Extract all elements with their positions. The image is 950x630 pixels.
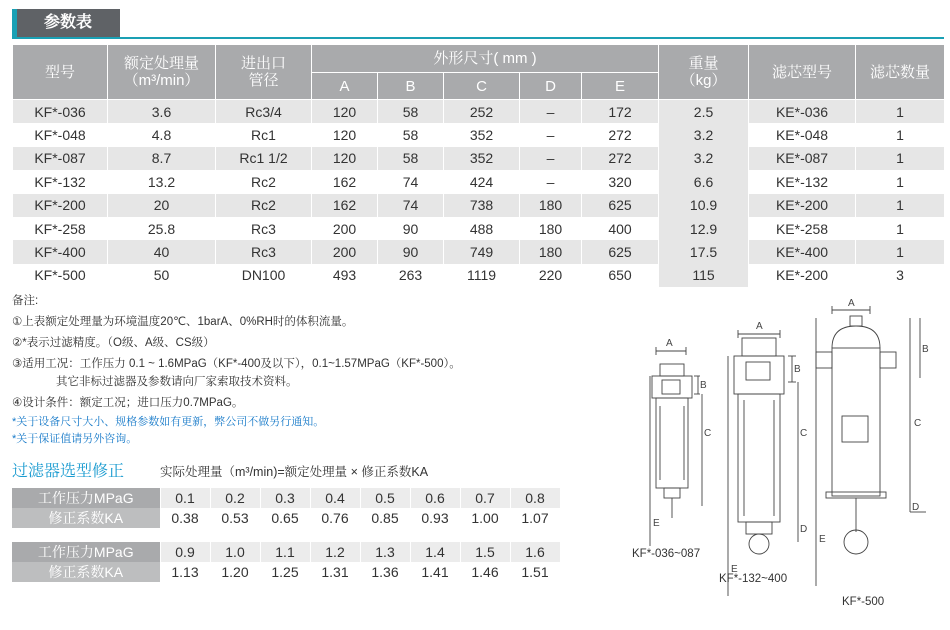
pressure-value: 0.6 (410, 488, 460, 508)
cell-b: 74 (378, 194, 444, 217)
cell-model: KF*-400 (13, 240, 108, 263)
cell-a: 162 (312, 170, 378, 193)
cell-b: 58 (378, 100, 444, 124)
table-row (13, 217, 945, 240)
header-dim-e: E (582, 73, 659, 100)
drawing-caption-1: KF*-036~087 (632, 548, 701, 560)
cell-e: 625 (582, 194, 659, 217)
cell-c: 488 (444, 217, 520, 240)
dim-label-c: C (800, 428, 808, 439)
cell-model: KF*-132 (13, 170, 108, 193)
drawing-small-filter (650, 347, 702, 546)
cell-port: Rc3 (216, 217, 312, 240)
cell-element: KE*-400 (749, 240, 856, 263)
cell-model: KF*-036 (13, 100, 108, 124)
cell-e: 272 (582, 147, 659, 170)
note-2: ②*表示过滤精度。（O级、A级、CS级） (12, 337, 215, 349)
cell-count: 1 (856, 123, 945, 146)
cell-port: Rc3 (216, 240, 312, 263)
cell-c: 1119 (444, 264, 520, 287)
factor-value: 1.00 (460, 508, 510, 528)
note-3: ③适用工况：工作压力 0.1 ~ 1.6MPaG（KF*-400及以下），0.1~1.57MPaG（KF*-500）。 (12, 358, 461, 370)
cell-c: 352 (444, 123, 520, 146)
pressure-value: 0.7 (460, 488, 510, 508)
notice-update: *关于设备尺寸大小、规格参数如有更新，弊公司不做另行通知。 (12, 416, 325, 428)
header-dim-d: D (520, 73, 582, 100)
cell-element: KE*-200 (749, 194, 856, 217)
cell-c: 749 (444, 240, 520, 263)
drawing-large-filter (816, 306, 926, 586)
factor-value: 0.76 (310, 508, 360, 528)
cell-d: – (520, 170, 582, 193)
cell-weight: 115 (659, 264, 749, 287)
header-count: 滤芯数量 (856, 45, 945, 100)
cell-b: 90 (378, 240, 444, 263)
cell-model: KF*-048 (13, 123, 108, 146)
cell-flow: 13.2 (108, 170, 216, 193)
cell-element: KE*-087 (749, 147, 856, 170)
cell-e: 650 (582, 264, 659, 287)
table-row (13, 170, 945, 193)
cell-c: 352 (444, 147, 520, 170)
note-3-continued: 其它非标过滤器及参数请向厂家索取技术资料。 (56, 376, 298, 388)
drawing-caption-3: KF*-500 (842, 596, 885, 608)
dim-label-d: D (800, 524, 808, 535)
cell-count: 1 (856, 217, 945, 240)
factor-value: 0.38 (160, 508, 210, 528)
cell-b: 263 (378, 264, 444, 287)
dim-label-e: E (819, 534, 826, 545)
cell-flow: 25.8 (108, 217, 216, 240)
cell-a: 120 (312, 123, 378, 146)
dim-label-c: C (914, 418, 922, 429)
cell-flow: 3.6 (108, 100, 216, 124)
note-4: ④设计条件：额定工况；进口压力0.7MPaG。 (12, 397, 244, 409)
dim-label-a: A (848, 298, 855, 309)
cell-b: 90 (378, 217, 444, 240)
cell-a: 162 (312, 194, 378, 217)
drawing-medium-filter (728, 330, 798, 596)
pressure-value: 1.1 (260, 542, 310, 562)
factor-value: 1.31 (310, 562, 360, 582)
selection-formula: 实际处理量（m³/min)=额定处理量 × 修正系数KA (160, 465, 429, 479)
pressure-value: 1.4 (410, 542, 460, 562)
cell-a: 200 (312, 240, 378, 263)
pressure-label: 工作压力MPaG (12, 488, 160, 508)
cell-a: 200 (312, 217, 378, 240)
header-dim-c: C (444, 73, 520, 100)
cell-port: Rc2 (216, 170, 312, 193)
dim-label-e: E (731, 564, 738, 575)
cell-d: 180 (520, 240, 582, 263)
cell-element: KE*-048 (749, 123, 856, 146)
header-dim-a: A (312, 73, 378, 100)
cell-model: KF*-200 (13, 194, 108, 217)
cell-count: 3 (856, 264, 945, 287)
spec-table (12, 44, 945, 287)
cell-a: 493 (312, 264, 378, 287)
factor-label: 修正系数KA (12, 508, 160, 528)
cell-d: – (520, 147, 582, 170)
pressure-value: 1.2 (310, 542, 360, 562)
cell-d: – (520, 123, 582, 146)
cell-element: KE*-258 (749, 217, 856, 240)
section-title-accent (12, 9, 17, 37)
cell-d: – (520, 100, 582, 124)
factor-value: 1.51 (510, 562, 560, 582)
pressure-value: 0.9 (160, 542, 210, 562)
note-1: ①上表额定处理量为环境温度20℃、1barA、0%RH时的体积流量。 (12, 316, 354, 328)
factor-value: 0.85 (360, 508, 410, 528)
cell-count: 1 (856, 147, 945, 170)
cell-port: DN100 (216, 264, 312, 287)
cell-d: 180 (520, 194, 582, 217)
cell-port: Rc1 1/2 (216, 147, 312, 170)
cell-flow: 40 (108, 240, 216, 263)
cell-b: 58 (378, 123, 444, 146)
cell-b: 74 (378, 170, 444, 193)
cell-model: KF*-500 (13, 264, 108, 287)
header-dimensions: 外形尺寸( mm ) (312, 45, 659, 73)
header-port: 进出口 管径 (216, 45, 312, 100)
header-weight: 重量 （kg） (659, 45, 749, 100)
pressure-value: 0.5 (360, 488, 410, 508)
cell-d: 220 (520, 264, 582, 287)
cell-element: KE*-132 (749, 170, 856, 193)
cell-e: 172 (582, 100, 659, 124)
cell-element: KE*-200 (749, 264, 856, 287)
cell-a: 120 (312, 100, 378, 124)
pressure-value: 1.0 (210, 542, 260, 562)
cell-weight: 12.9 (659, 217, 749, 240)
cell-e: 625 (582, 240, 659, 263)
dim-label-e: E (653, 518, 660, 529)
selection-title: 过滤器选型修正 (12, 463, 125, 480)
dim-label-d: D (912, 502, 920, 513)
pressure-value: 0.8 (510, 488, 560, 508)
pressure-value: 0.4 (310, 488, 360, 508)
header-dim-b: B (378, 73, 444, 100)
cell-port: Rc3/4 (216, 100, 312, 124)
table-row (13, 147, 945, 170)
table-row (13, 194, 945, 217)
cell-model: KF*-087 (13, 147, 108, 170)
cell-weight: 3.2 (659, 147, 749, 170)
cell-port: Rc1 (216, 123, 312, 146)
cell-b: 58 (378, 147, 444, 170)
cell-c: 424 (444, 170, 520, 193)
header-flow: 额定处理量 （m³/min） (108, 45, 216, 100)
section-divider (12, 37, 944, 39)
dim-label-b: B (922, 344, 929, 355)
notes-title: 备注: (12, 295, 39, 307)
pressure-label: 工作压力MPaG (12, 542, 160, 562)
pressure-value: 0.1 (160, 488, 210, 508)
dim-label-c: C (704, 428, 712, 439)
pressure-value: 1.5 (460, 542, 510, 562)
cell-flow: 20 (108, 194, 216, 217)
cell-e: 320 (582, 170, 659, 193)
table-row (13, 123, 945, 146)
cell-flow: 50 (108, 264, 216, 287)
header-element: 滤芯型号 (749, 45, 856, 100)
cell-element: KE*-036 (749, 100, 856, 124)
correction-table-2 (12, 542, 561, 582)
pressure-value: 0.2 (210, 488, 260, 508)
factor-value: 0.93 (410, 508, 460, 528)
cell-weight: 10.9 (659, 194, 749, 217)
cell-weight: 2.5 (659, 100, 749, 124)
factor-value: 1.46 (460, 562, 510, 582)
table-row (13, 100, 945, 124)
cell-port: Rc2 (216, 194, 312, 217)
cell-a: 120 (312, 147, 378, 170)
pressure-value: 1.3 (360, 542, 410, 562)
cell-weight: 6.6 (659, 170, 749, 193)
cell-weight: 17.5 (659, 240, 749, 263)
factor-value: 0.53 (210, 508, 260, 528)
cell-count: 1 (856, 170, 945, 193)
cell-e: 400 (582, 217, 659, 240)
table-row (13, 264, 945, 287)
notice-warranty: *关于保证值请另外咨询。 (12, 433, 138, 445)
factor-value: 1.25 (260, 562, 310, 582)
factor-value: 1.20 (210, 562, 260, 582)
dim-label-b: B (700, 380, 707, 391)
cell-count: 1 (856, 194, 945, 217)
cell-c: 738 (444, 194, 520, 217)
table-row (13, 240, 945, 263)
filter-drawings (620, 296, 950, 616)
cell-e: 272 (582, 123, 659, 146)
cell-flow: 4.8 (108, 123, 216, 146)
cell-count: 1 (856, 240, 945, 263)
dim-label-a: A (666, 338, 673, 349)
cell-d: 180 (520, 217, 582, 240)
cell-flow: 8.7 (108, 147, 216, 170)
cell-model: KF*-258 (13, 217, 108, 240)
factor-label: 修正系数KA (12, 562, 160, 582)
factor-value: 1.07 (510, 508, 560, 528)
cell-c: 252 (444, 100, 520, 124)
factor-value: 0.65 (260, 508, 310, 528)
cell-count: 1 (856, 100, 945, 124)
factor-value: 1.41 (410, 562, 460, 582)
cell-weight: 3.2 (659, 123, 749, 146)
correction-table-1 (12, 488, 561, 528)
section-title: 参数表 (12, 9, 120, 37)
dim-label-b: B (794, 364, 801, 375)
header-model: 型号 (13, 45, 108, 100)
drawing-caption-2: KF*-132~400 (719, 573, 788, 585)
factor-value: 1.36 (360, 562, 410, 582)
dim-label-a: A (756, 321, 763, 332)
pressure-value: 0.3 (260, 488, 310, 508)
factor-value: 1.13 (160, 562, 210, 582)
pressure-value: 1.6 (510, 542, 560, 562)
